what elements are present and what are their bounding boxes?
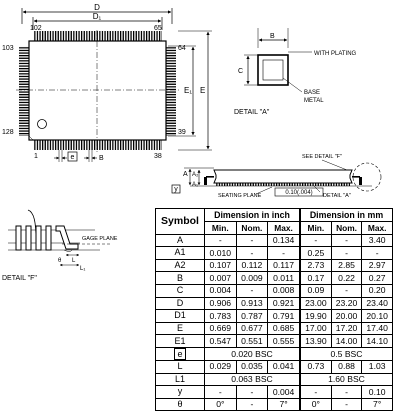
value-cell: 0.88 [331,360,362,373]
value-cell: 0.25 [300,247,331,260]
symbol-cell [156,347,205,360]
detail-a-view [234,28,357,116]
table-row [156,259,393,272]
bsc-cell: 0.020 BSC [205,347,300,360]
detail-f-view [2,210,118,282]
table-row [156,272,393,285]
value-cell: - [268,247,300,260]
value-cell: 0.011 [268,272,300,285]
value-cell: 17.40 [362,322,393,335]
symbol-cell: D [156,297,205,310]
sub-header: Nom. [236,222,268,235]
value-cell: - [236,386,268,399]
top-view [2,3,212,162]
value-cell: 0.669 [205,322,237,335]
pin1-marker [38,120,47,129]
value-cell: 2.97 [362,259,393,272]
table-row [156,335,393,348]
value-cell: 1.03 [362,360,393,373]
pin-label-65: 65 [154,25,162,32]
value-cell: 14.00 [331,335,362,348]
detail-a-label: DETAIL "A" [234,109,270,116]
value-cell: 0.134 [268,234,300,247]
table-row [156,247,393,260]
pin-row-right [166,46,176,136]
pin-label-38: 38 [154,153,162,160]
symbol-cell: A [156,234,205,247]
value-cell: 0.551 [236,335,268,348]
pin-label-39: 39 [178,129,186,136]
package-body [29,41,166,140]
metal-note: METAL [304,98,324,104]
value-cell: 0.17 [300,272,331,285]
dim-d1-label: D₁ [92,12,102,21]
value-cell: 20.10 [362,310,393,323]
seating-plane-label: SEATING PLANE [218,193,262,199]
dim-y-label: y [174,186,178,193]
symbol-cell: B [156,272,205,285]
value-cell: 0.035 [236,360,268,373]
dim-l-label: L [72,258,76,264]
symbol-cell: y [156,386,205,399]
value-cell: 0.555 [268,335,300,348]
value-cell: 0.547 [205,335,237,348]
value-cell: 0.041 [268,360,300,373]
value-cell: 0.22 [331,272,362,285]
value-cell: 23.20 [331,297,362,310]
value-cell: 0.004 [268,386,300,399]
inch-header: Dimension in inch [205,209,300,222]
dim-a1-label: A₁ [192,182,199,188]
value-cell: 2.73 [300,259,331,272]
pin-row-top [33,31,162,41]
value-cell: - [300,234,331,247]
value-cell: 23.00 [300,297,331,310]
value-cell: - [236,234,268,247]
table-row [156,398,393,411]
dim-b-label: B [99,155,104,162]
symbol-cell: D1 [156,310,205,323]
symbol-cell: L [156,360,205,373]
sub-header: Min. [300,222,331,235]
value-cell: 17.20 [331,322,362,335]
value-cell: 0.10 [362,386,393,399]
symbol-header: Symbol [156,209,205,235]
pin-label-103: 103 [2,45,14,52]
pin-label-102: 102 [30,25,42,32]
value-cell: - [331,284,362,297]
value-cell: - [331,247,362,260]
see-detail-f: SEE DETAIL "F" [302,154,342,160]
detail-a-dim-c: C [238,68,244,75]
value-cell: 14.10 [362,335,393,348]
value-cell: - [236,398,268,411]
value-cell: 0.009 [236,272,268,285]
value-cell: 0.20 [362,284,393,297]
gage-plane-label: GAGE PLANE [82,236,118,242]
table-row [156,386,393,399]
symbol-cell: C [156,284,205,297]
value-cell: - [205,386,237,399]
value-cell: 0.010 [205,247,237,260]
table-row [156,360,393,373]
value-cell: 0.783 [205,310,237,323]
value-cell: 0.921 [268,297,300,310]
sub-header: Nom. [331,222,362,235]
symbol-cell: E [156,322,205,335]
dim-a-label: A [183,171,188,178]
pin-row-bottom [33,140,162,150]
table-row [156,284,393,297]
detail-a-dim-b: B [270,33,275,40]
dim-a2-label: A₂ [192,172,199,178]
dim-e-small-label: e [70,154,75,161]
bsc-cell: 1.60 BSC [300,373,393,386]
pin-row-left [19,46,29,136]
table-row [156,347,393,360]
value-cell: 0.73 [300,360,331,373]
symbol-cell: E1 [156,335,205,348]
value-cell: 23.40 [362,297,393,310]
table-row [156,322,393,335]
pin-label-128: 128 [2,129,14,136]
sub-header: Max. [362,222,393,235]
side-detail-a-ref: DETAIL "A" [323,193,351,199]
value-cell: - [331,234,362,247]
detail-f-label: DETAIL "F" [2,275,37,282]
sub-header: Min. [205,222,237,235]
value-cell: 0.787 [236,310,268,323]
value-cell: 2.85 [331,259,362,272]
value-cell: 0.107 [205,259,237,272]
value-cell: 0.677 [236,322,268,335]
value-cell: - [300,386,331,399]
value-cell: 0.09 [300,284,331,297]
value-cell: 7° [268,398,300,411]
dim-e-label: E [200,86,206,95]
value-cell: 17.00 [300,322,331,335]
base-note: BASE [304,90,321,96]
side-view [172,154,381,199]
value-cell: - [236,247,268,260]
value-cell: - [205,234,237,247]
value-cell: - [236,284,268,297]
symbol-cell: θ [156,398,205,411]
value-cell: 0.112 [236,259,268,272]
value-cell: 3.40 [362,234,393,247]
symbol-cell: A2 [156,259,205,272]
sub-header: Max. [268,222,300,235]
value-cell: 13.90 [300,335,331,348]
value-cell: 0.117 [268,259,300,272]
dim-l1-label: L₁ [80,266,86,272]
value-cell: - [331,386,362,399]
symbol-cell: A1 [156,247,205,260]
value-cell: - [362,247,393,260]
value-cell: - [331,398,362,411]
value-cell: 0° [300,398,331,411]
theta-label: θ [58,258,62,264]
mm-header: Dimension in mm [300,209,393,222]
dim-d-label: D [94,3,100,12]
value-cell: 0.004 [205,284,237,297]
boxed-symbol: e [174,348,185,360]
value-cell: 7° [362,398,393,411]
value-cell: 0.791 [268,310,300,323]
pin-label-64: 64 [178,45,186,52]
bsc-cell: 0.5 BSC [300,347,393,360]
value-cell: 0.007 [205,272,237,285]
lead-base-metal [263,60,283,80]
detail-f-lead [16,226,21,250]
value-cell: 0.029 [205,360,237,373]
value-cell: 0.906 [205,297,237,310]
value-cell: 0° [205,398,237,411]
value-cell: 0.685 [268,322,300,335]
dim-e1-label: E₁ [184,86,193,95]
plating-note: WITH PLATING [314,51,357,57]
pin-label-1: 1 [34,153,38,160]
dimension-table [155,208,393,411]
table-row [156,310,393,323]
symbol-cell: L1 [156,373,205,386]
value-cell: 20.00 [331,310,362,323]
table-row [156,373,393,386]
side-leads [216,183,350,186]
value-cell: 19.90 [300,310,331,323]
tolerance-label: 0.10(.004) [285,190,313,196]
value-cell: 0.27 [362,272,393,285]
table-row [156,234,393,247]
bsc-cell: 0.063 BSC [205,373,300,386]
table-row [156,297,393,310]
value-cell: 0.008 [268,284,300,297]
value-cell: 0.913 [236,297,268,310]
